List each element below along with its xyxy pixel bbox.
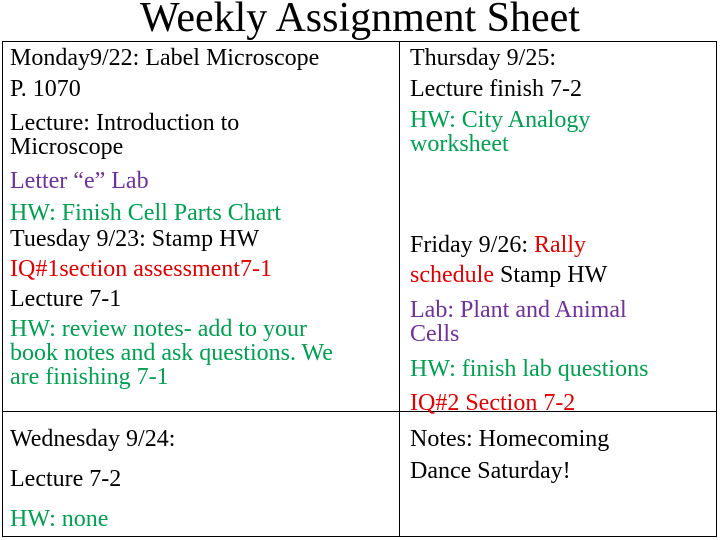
friday-lab-cont: Cells	[410, 321, 460, 347]
thursday-heading: Thursday 9/25:	[410, 45, 556, 71]
monday-lab: Letter “e” Lab	[10, 168, 149, 194]
wednesday-entry	[10, 427, 175, 531]
tuesday-homework-cont: book notes and ask questions. We	[10, 340, 333, 366]
friday-schedule	[410, 263, 648, 287]
tuesday-quiz: IQ#1section assessment7-1	[10, 256, 272, 282]
friday-heading	[410, 233, 648, 257]
tuesday-entry	[10, 227, 333, 389]
friday-entry	[410, 233, 648, 415]
friday-lab: Lab: Plant and Animal	[410, 297, 627, 323]
friday-stamp: Stamp HW	[493, 262, 608, 288]
tuesday-heading: Tuesday 9/23: Stamp HW	[10, 226, 260, 252]
monday-entry	[10, 46, 319, 225]
tuesday-lecture: Lecture 7-1	[10, 286, 122, 312]
friday-quiz: IQ#2 Section 7-2	[410, 390, 576, 416]
monday-heading: Monday9/22: Label Microscope	[10, 45, 320, 71]
thursday-entry	[410, 46, 590, 156]
thursday-homework: HW: City Analogy	[410, 107, 591, 133]
notes-line-2: Dance Saturday!	[410, 458, 571, 484]
notes-line-1: Notes: Homecoming	[410, 426, 610, 452]
monday-lecture: Lecture: Introduction to	[10, 110, 240, 136]
monday-homework: HW: Finish Cell Parts Chart	[10, 200, 282, 226]
friday-homework: HW: finish lab questions	[410, 356, 649, 382]
wednesday-homework: HW: none	[10, 506, 109, 532]
friday-rally: Rally	[534, 232, 586, 258]
wednesday-heading: Wednesday 9/24:	[10, 426, 176, 452]
tuesday-homework-end: are finishing 7-1	[10, 364, 169, 390]
friday-schedule-word: schedule	[410, 262, 494, 288]
tuesday-homework: HW: review notes- add to your	[10, 316, 308, 342]
monday-lecture-cont: Microscope	[10, 134, 124, 160]
monday-page: P. 1070	[10, 76, 81, 102]
page-title: Weekly Assignment Sheet	[140, 0, 580, 41]
thursday-lecture: Lecture finish 7-2	[410, 76, 582, 102]
notes-entry	[410, 427, 609, 483]
thursday-homework-cont: worksheet	[410, 131, 509, 157]
wednesday-lecture: Lecture 7-2	[10, 466, 122, 492]
column-divider	[399, 41, 400, 537]
friday-date: Friday 9/26:	[410, 232, 534, 258]
